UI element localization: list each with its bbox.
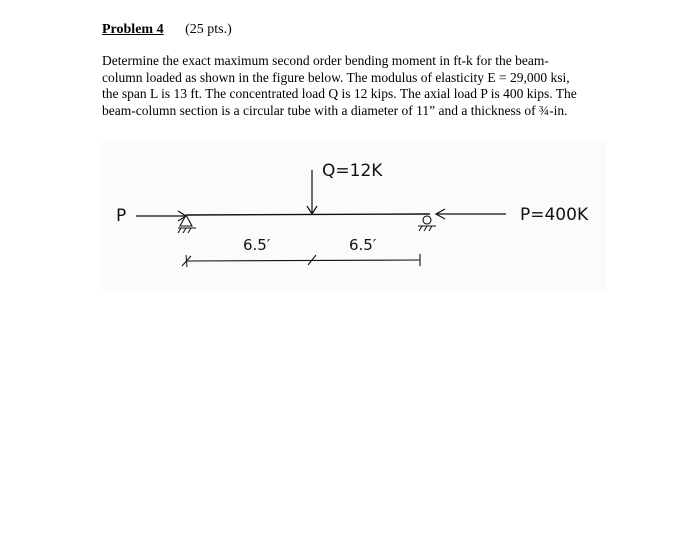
- dimension-right-label: 6.5′: [349, 236, 377, 254]
- right-load-label: P=400K: [520, 205, 589, 225]
- load-q-label: Q=12K: [322, 161, 383, 181]
- beam-column-figure: [100, 142, 606, 290]
- problem-statement: [102, 53, 622, 119]
- statement-line-1: Determine the exact maximum second order bending moment in ft-k for the beam-: [102, 53, 549, 68]
- right-roller-support: [423, 216, 431, 224]
- left-load-label: P: [116, 206, 127, 226]
- dimension-line: [186, 260, 420, 261]
- problem-header: [102, 22, 232, 38]
- problem-points: (25 pts.): [185, 22, 232, 37]
- beam-line: [186, 214, 430, 215]
- beam-column-sketch: [100, 142, 606, 290]
- problem-title: Problem 4: [102, 22, 164, 37]
- statement-line-2: column loaded as shown in the figure below. The modulus of elasticity E = 29,000 ksi,: [102, 69, 570, 85]
- dimension-left-label: 6.5′: [243, 236, 271, 254]
- statement-line-4: beam-column section is a circular tube with a diameter of 11” and a thickness of ¾-in.: [102, 102, 568, 118]
- statement-line-3: the span L is 13 ft. The concentrated load Q is 12 kips. The axial load P is 400 kips. The: [102, 86, 577, 101]
